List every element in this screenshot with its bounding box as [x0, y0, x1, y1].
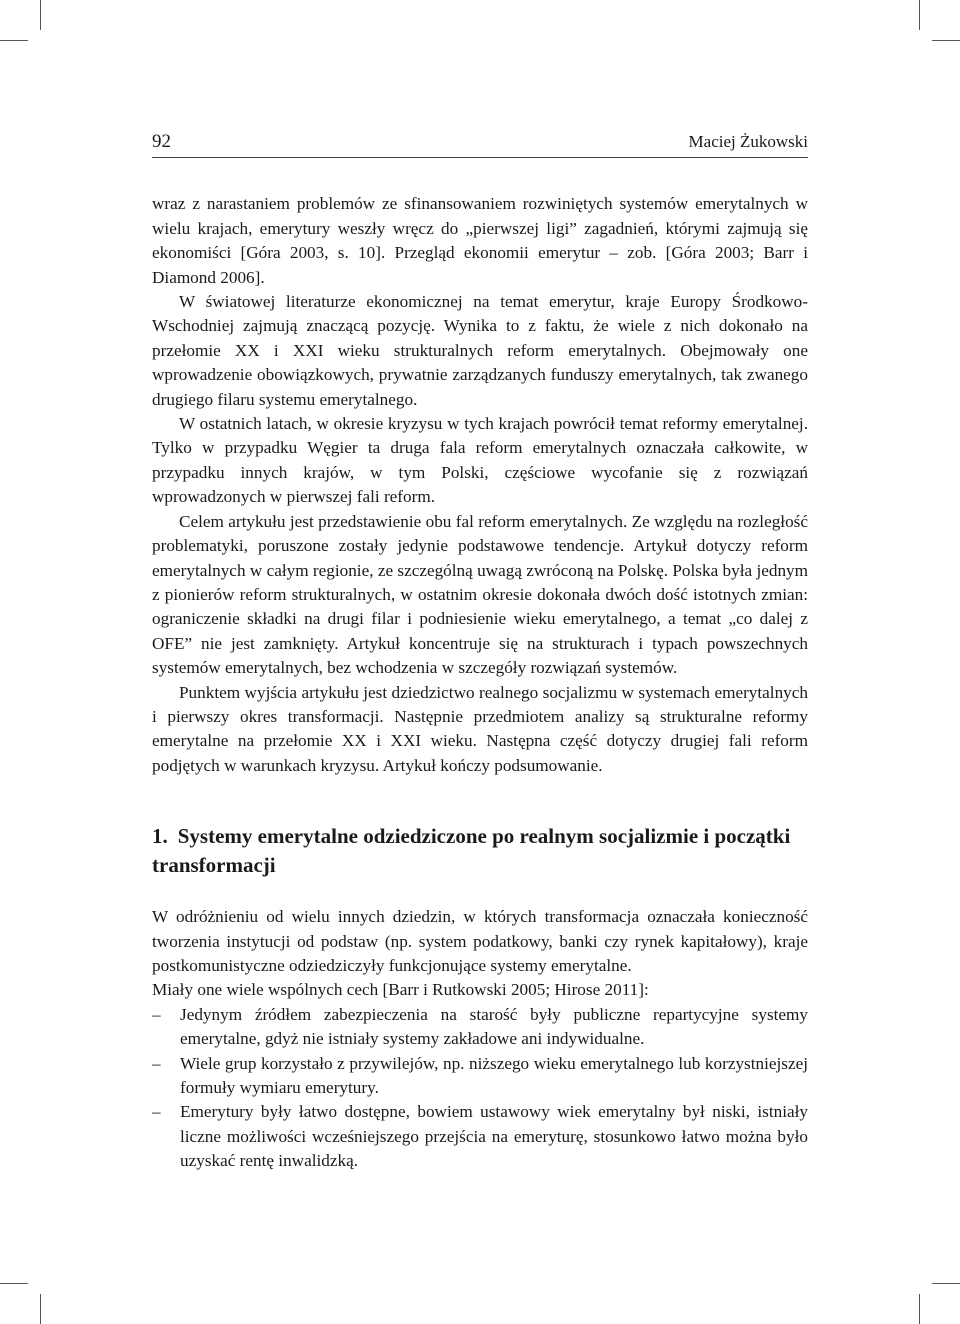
- author-name: Maciej Żukowski: [688, 132, 808, 151]
- dash-marker: –: [152, 1053, 161, 1073]
- dash-marker: –: [152, 1102, 161, 1122]
- paragraph: W światowej literaturze ekonomicznej na temat emerytur, kraje Europy Środkowo-Wschodniej zajmują znaczącą pozycję. Wynika to z faktu, że wiele z nich dokonało na przełomie XX i XXI wieku strukturalnych reform emerytalnych. Obejmowały one wprowadzenie obowiązkowych, prywatnie zarządzanych funduszy emerytalnych, tak zwanego drugiego filaru systemu emerytalnego.: [152, 292, 808, 409]
- crop-mark: [40, 1294, 41, 1324]
- section-title: Systemy emerytalne odziedziczone po realnym socjalizmie i początki transformacji: [152, 824, 791, 878]
- crop-mark: [0, 1283, 28, 1284]
- crop-mark: [932, 40, 960, 41]
- crop-mark: [919, 1294, 920, 1324]
- list-item-text: Wiele grup korzystało z przywilejów, np. niższego wieku emerytalnego lub korzystniejszej formuły wymiaru emerytury.: [180, 1053, 808, 1097]
- list-item: [152, 1052, 808, 1101]
- paragraph: W ostatnich latach, w okresie kryzysu w tych krajach powrócił temat reformy emerytalnej. Tylko w przypadku Węgier ta druga fala reform emerytalnych oznaczała całkowite, w przypadku innych krajów, w tym Polski, częściowe wycofanie się z rozwiązań wprowadzonych w pierwszej fali reform.: [152, 414, 808, 507]
- paragraph: Punktem wyjścia artykułu jest dziedzictwo realnego socjalizmu w systemach emerytalnych i pierwszy okres transformacji. Następnie przedmiotem analizy są strukturalne reformy emerytalne na przełomie XX i XXI wieku. Następna część dotyczy drugiej fali reform podjętych w warunkach kryzysu. Artykuł kończy podsumowanie.: [152, 682, 808, 775]
- list-item: [152, 1003, 808, 1052]
- crop-mark: [40, 0, 41, 30]
- paragraph: wraz z narastaniem problemów ze sfinansowaniem rozwiniętych systemów emerytalnych w wielu krajach, emerytury weszły wręcz do „pierwszej ligi” zagadnień, którymi zajmują się ekonomiści [Góra 2003, s. 10]. Przegląd ekonomii emerytur – zob. [Góra 2003; Barr i Diamond 2006].: [152, 194, 808, 287]
- document-page: [152, 130, 808, 1174]
- paragraph: W odróżnieniu od wielu innych dziedzin, w których transformacja oznaczała konieczność tworzenia instytucji od podstaw (np. system podatkowy, banki czy rynek kapitałowy), kraje postkomunistyczne odziedziczyły funkcjonujące systemy emerytalne.: [152, 907, 808, 975]
- section-number: 1.: [152, 824, 168, 849]
- section-heading: [152, 822, 808, 880]
- crop-mark: [932, 1283, 960, 1284]
- list-item: [152, 1100, 808, 1173]
- paragraph: Miały one wiele wspólnych cech [Barr i Rutkowski 2005; Hirose 2011]:: [152, 980, 649, 1000]
- list-item-text: Jedynym źródłem zabezpieczenia na starość były publiczne repartycyjne systemy emerytalne, gdyż nie istniały systemy zakładowe ani indywidualne.: [180, 1004, 808, 1049]
- crop-mark: [919, 0, 920, 30]
- dash-marker: –: [152, 1004, 161, 1024]
- bullet-list: [152, 1003, 808, 1174]
- crop-mark: [0, 40, 28, 41]
- page-number: 92: [152, 131, 171, 152]
- paragraph: Celem artykułu jest przedstawienie obu fal reform emerytalnych. Ze względu na rozległość problematyki, poruszone zostały jedynie podstawowe tendencje. Artykuł dotyczy reform emerytalnych w całym regionie, ze szczególną uwagą zwróconą na Polskę. Polska była jednym z pionierów reform strukturalnych, w ostatnim okresie dokonała dwóch dość istotnych zmian: ograniczenie składki na drugi filar i podniesienie wieku emerytalnego, a temat „co dalej z OFE” nie jest zamknięty. Artykuł koncentruje się na strukturach i typach powszechnych systemów emerytalnych, bez wchodzenia w szczegóły rozwiązań systemów.: [152, 511, 808, 678]
- list-item-text: Emerytury były łatwo dostępne, bowiem ustawowy wiek emerytalny był niski, istniały liczne możliwości wcześniejszego przejścia na emeryturę, stosunkowo łatwo można było uzyskać rentę inwalidzką.: [180, 1102, 808, 1171]
- running-header: [152, 130, 808, 158]
